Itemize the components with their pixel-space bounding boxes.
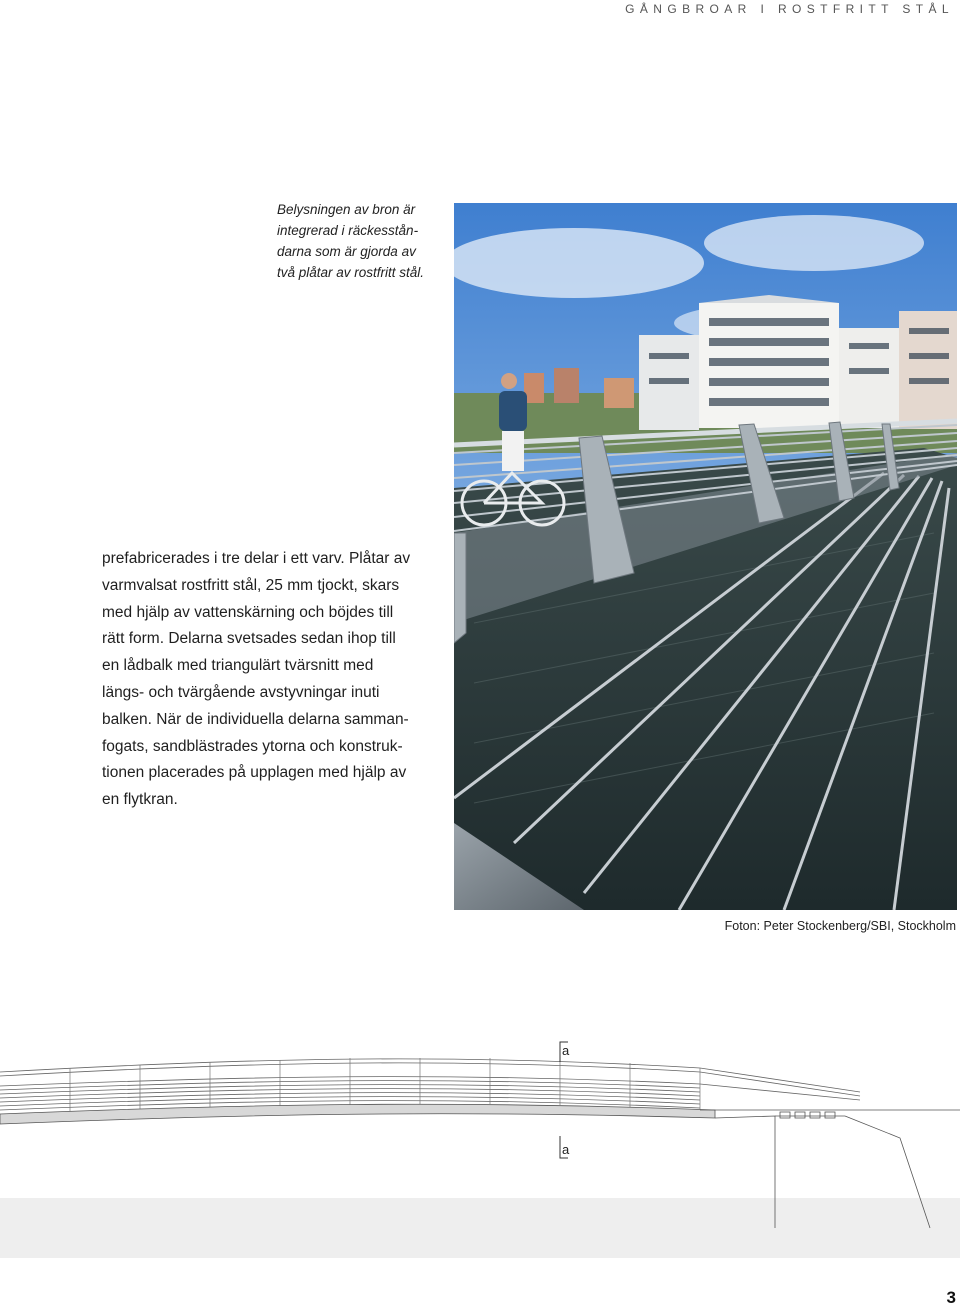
caption-line: två plåtar av rostfritt stål.: [277, 265, 425, 280]
body-line: balken. När de individuella delarna samman-: [102, 710, 409, 728]
running-header: GÅNGBROAR I ROSTFRITT STÅL: [625, 2, 954, 16]
bridge-photo: [454, 203, 957, 910]
body-line: en flytkran.: [102, 791, 178, 809]
body-line: tionen placerades på upplagen med hjälp av: [102, 764, 407, 782]
caption-line: integrerad i räckesstån-: [277, 223, 419, 238]
photo-credit: Foton: Peter Stockenberg/SBI, Stockholm: [724, 919, 956, 933]
body-line: rätt form. Delarna svetsades sedan ihop till: [102, 630, 396, 648]
body-line: en lådbalk med triangulärt tvärsnitt med: [102, 657, 374, 675]
body-line: med hjälp av vattenskärning och böjdes till: [102, 603, 394, 621]
photo-caption: [277, 199, 447, 283]
caption-line: darna som är gjorda av: [277, 244, 416, 259]
caption-line: Belysningen av bron är: [277, 202, 416, 217]
body-line: prefabricerades i tre delar i ett varv. Plåtar av: [102, 550, 411, 567]
bridge-railing: [0, 1059, 860, 1110]
body-line: längs- och tvärgående avstyvningar inuti: [102, 683, 380, 701]
page-number: 3: [946, 1288, 956, 1307]
bridge-elevation-drawing: [0, 1028, 960, 1258]
body-line: fogats, sandblästrades ytorna och konstruk-: [102, 737, 403, 755]
bridge-deck: [0, 1104, 715, 1124]
body-line: varmvalsat rostfritt stål, 25 mm tjockt, skars: [102, 576, 400, 594]
ground-fill: [0, 1198, 960, 1258]
section-mark-label-top: a: [562, 1043, 570, 1058]
body-paragraph: [102, 546, 428, 814]
section-mark-label-bottom: a: [562, 1142, 570, 1157]
section-mark: [560, 1042, 568, 1158]
